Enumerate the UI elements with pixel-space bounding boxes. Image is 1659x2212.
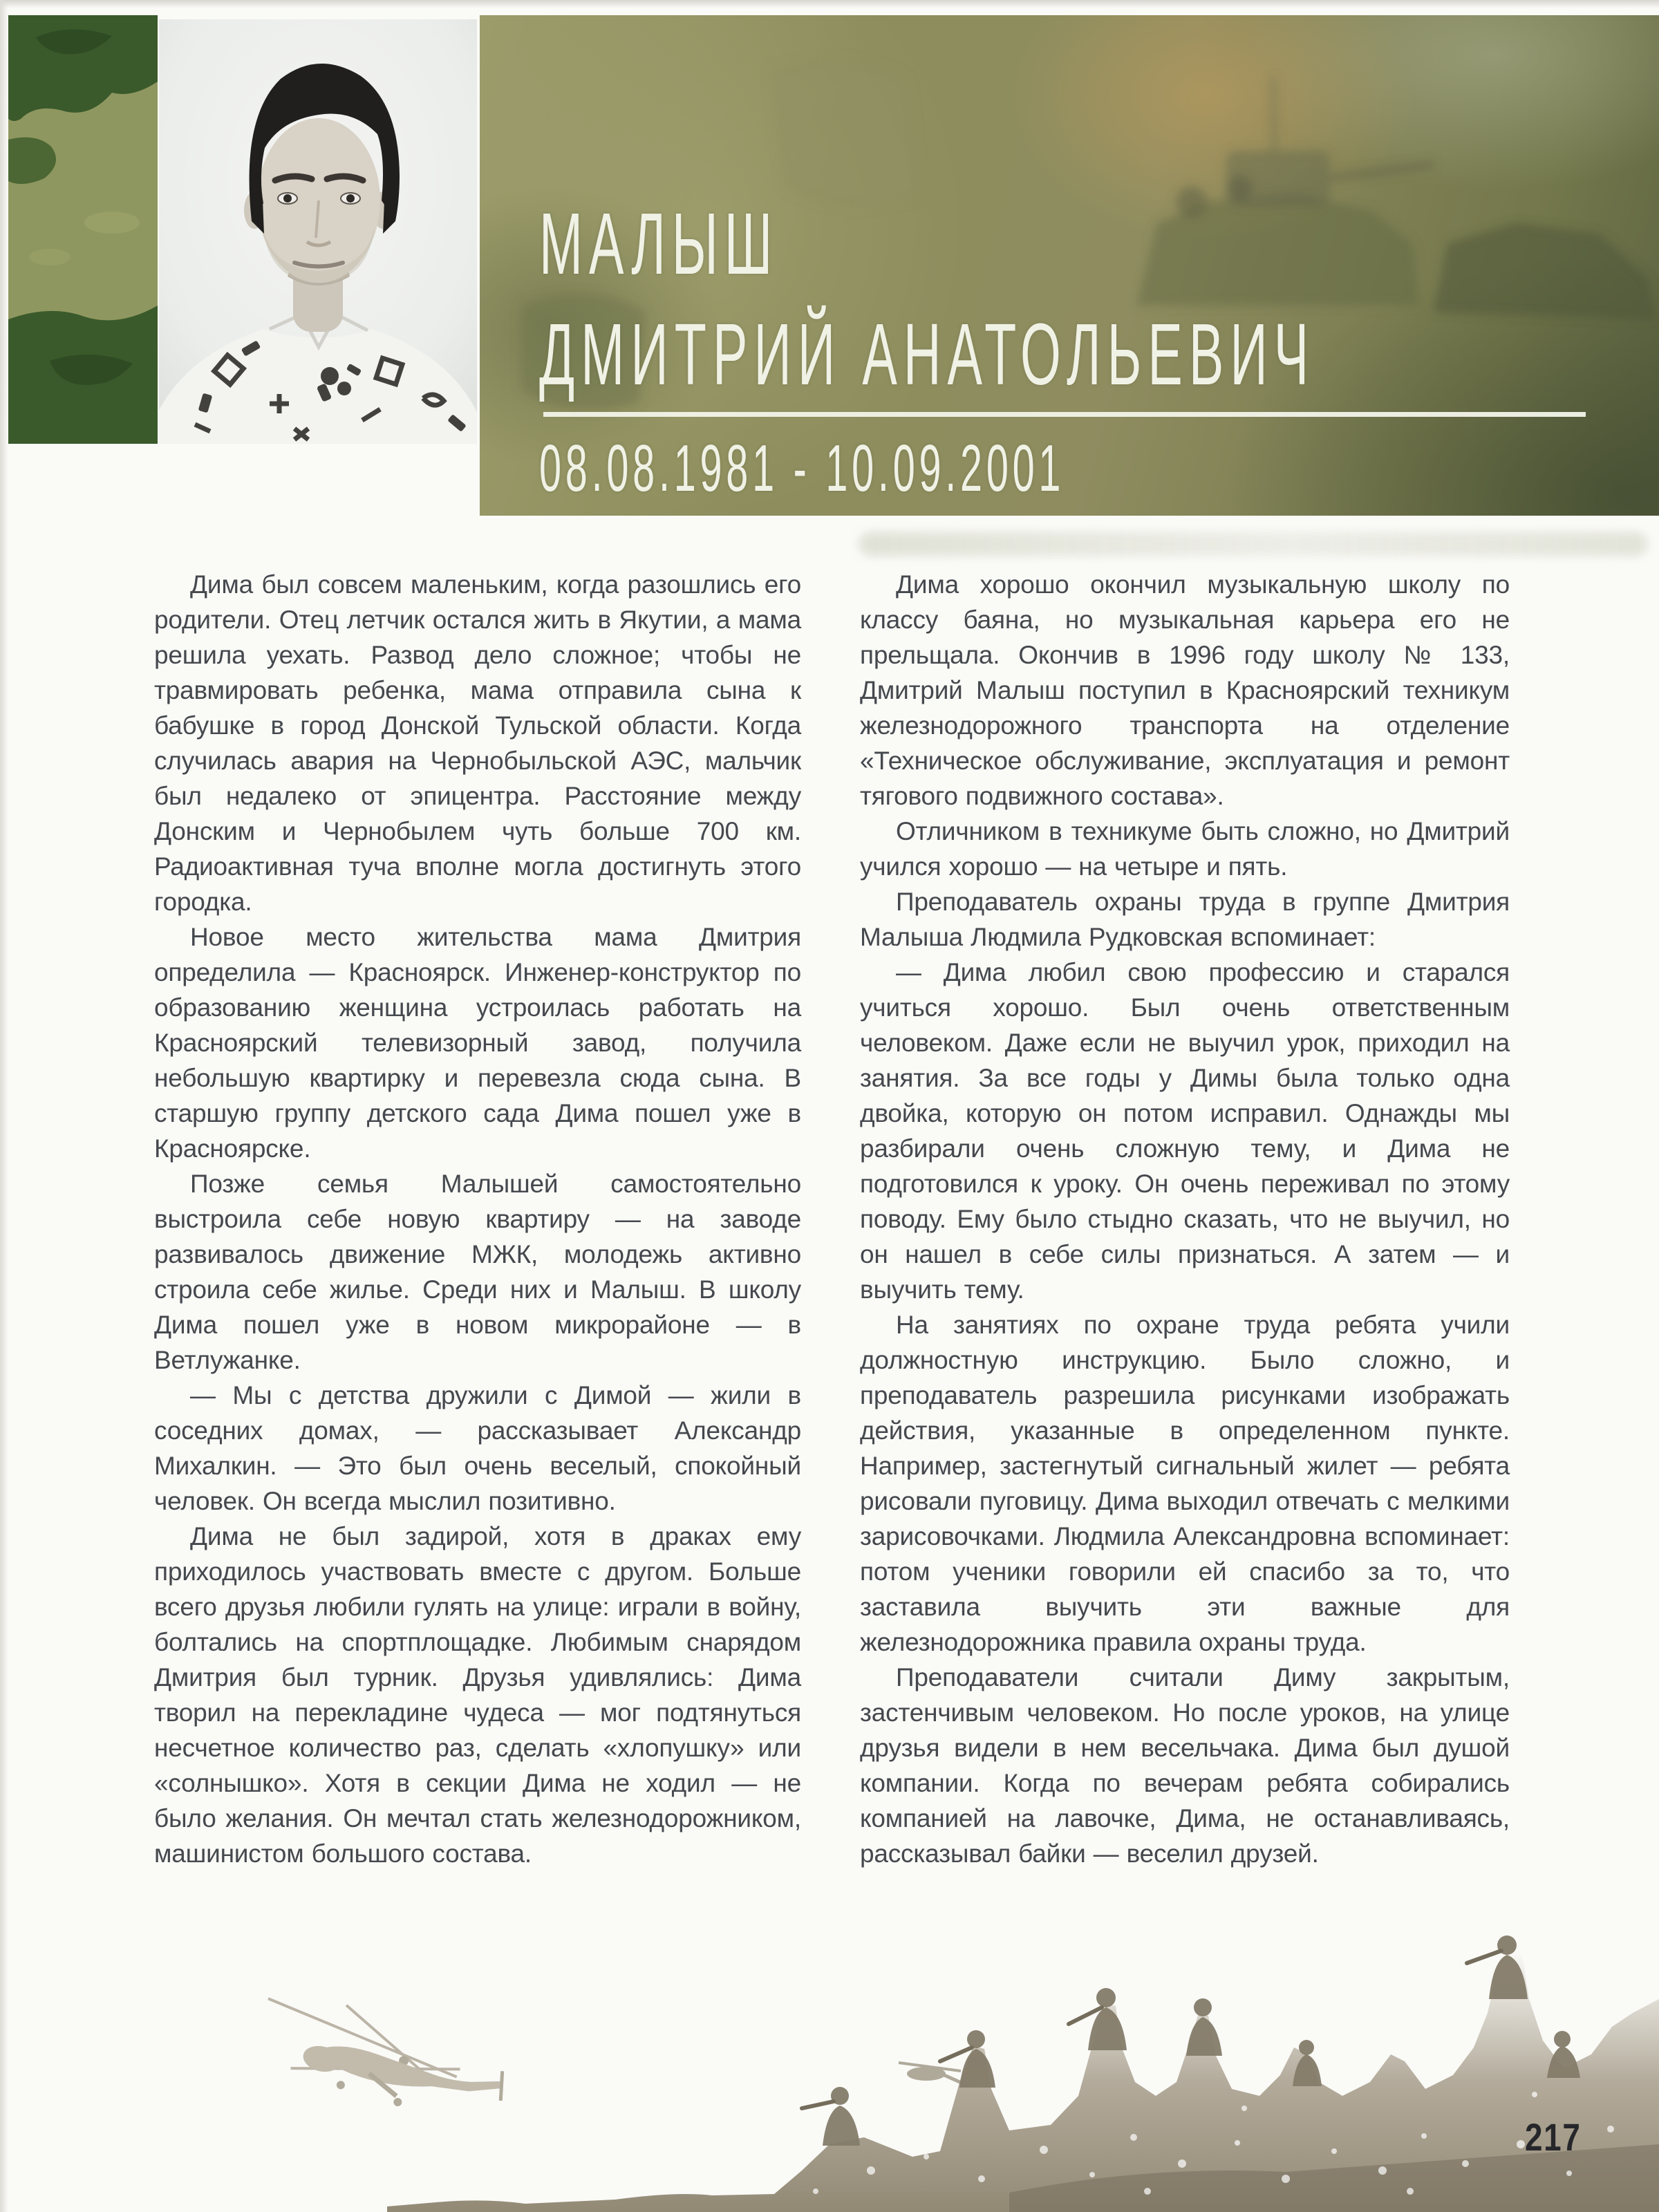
paragraph: Преподаватели считали Диму закрытым, застенчивым человеком. Но после уроков, на улице друзья видели в нем весельчака. Дима был душой компании. Когда по вечерам ребята собирались компанией на лавочке, Дима, не останавливаясь, рассказывал байки — веселил друзей. xyxy=(860,1663,1510,1868)
header-name-text: ДМИТРИЙ АНАТОЛЬЕВИЧ xyxy=(539,306,1315,403)
article-right-column xyxy=(860,567,1510,1871)
soldiers-image xyxy=(387,1866,1659,2212)
scan-edge-left xyxy=(0,0,8,2212)
header-divider-rule xyxy=(543,412,1586,417)
header-name-patronymic xyxy=(539,306,1659,403)
scan-edge-top xyxy=(0,0,1659,8)
paragraph: Преподаватель охраны труда в группе Дмитрия Малыша Людмила Рудковская вспоминает: xyxy=(860,888,1510,951)
paragraph: Позже семья Малышей самостоятельно выстроила себе новую квартиру — на заводе развивалось движение МЖК, молодежь активно строила себе жилье. Среди них и Малыш. В школу Дима пошел уже в новом микрорайоне — в Ветлужанке. xyxy=(154,1170,801,1374)
paragraph: — Дима любил свою профессию и старался учиться хорошо. Был очень ответственным человеком. Даже если не выучил урок, приходил на занятия. За все годы у Димы была только одна двойка, которую он потом исправил. Однажды мы разбирали очень сложную тему, и Дима не подготовился к уроку. Он очень переживал по этому поводу. Ему было стыдно сказать, что не выучил, но он нашел в себе силы признаться. А затем — и выучить тему. xyxy=(860,958,1510,1304)
header-dates-text: 08.08.1981 - 10.09.2001 xyxy=(539,431,1065,505)
paragraph: Дима не был задирой, хотя в драках ему приходилось участвовать вместе с другом. Больше всего друзья любили гулять на улице: играли в войну, болтались на спортплощадке. Любимым снарядом Дмитрия был турник. Друзья удивлялись: Дима творил на перекладине чудеса — мог подтянуться несчетное количество раз, сделать «хлопушку» или «солнышко». Хотя в секции Дима не ходил — не было желания. Он мечтал стать железнодорожником, машинистом большого состава. xyxy=(154,1522,801,1868)
header-surname xyxy=(539,195,938,292)
page-number-text: 217 xyxy=(1525,2115,1582,2159)
soldiers-art xyxy=(387,1866,1659,2212)
page-number xyxy=(1525,2115,1593,2159)
portrait-photo xyxy=(159,19,477,444)
paragraph: Новое место жительства мама Дмитрия определила — Красноярск. Инженер-конструктор по образованию женщина устроилась работать на Красноярский телевизорный завод, получила небольшую квартирку и перевезла сюда сына. В старшую группу детского сада Дима пошел уже в Красноярске. xyxy=(154,923,801,1163)
article-left-column xyxy=(154,567,801,1871)
camouflage-strip-art xyxy=(8,15,158,444)
paragraph: Дима был совсем маленьким, когда разошлись его родители. Отец летчик остался жить в Якутии, а мама решила уехать. Развод дело сложное; чтобы не травмировать ребенка, мама отправила сына к бабушке в город Донской Тульской области. Когда случилась авария на Чернобыльской АЭС, мальчик был недалеко от эпицентра. Расстояние между Донским и Чернобылем чуть больше 700 км. Радиоактивная туча вполне могла достигнуть этого городка. xyxy=(154,570,801,916)
paragraph: — Мы с детства дружили с Димой — жили в соседних домах, — рассказывает Александр Михалкин. — Это был очень веселый, спокойный человек. Он всегда мыслил позитивно. xyxy=(154,1381,801,1515)
paragraph: Дима хорошо окончил музыкальную школу по классу баяна, но музыкальная карьера его не прельщала. Окончив в 1996 году школу № 133, Дмитрий Малыш поступил в Красноярский техникум железнодорожного транспорта на отделение «Техническое обслуживание, эксплуатация и ремонт тягового подвижного состава». xyxy=(860,570,1510,810)
header-banner xyxy=(480,15,1659,516)
camouflage-strip xyxy=(8,15,158,444)
paragraph: На занятиях по охране труда ребята учили должностную инструкцию. Было сложно, и преподаватель разрешила рисунками изображать действия, указанные в определенном пункте. Например, застегнутый сигнальный жилет — ребята рисовали пуговицу. Дима выходил отвечать с мелкими зарисовочками. Людмила Александровна вспоминает: потом ученики говорили ей спасибо за то, что заставила выучить эти важные для железнодорожника правила охраны труда. xyxy=(860,1311,1510,1656)
paragraph: Отличником в техникуме быть сложно, но Дмитрий учился хорошо — на четыре и пять. xyxy=(860,817,1510,881)
portrait-art xyxy=(159,19,477,444)
header-dates xyxy=(539,431,1415,505)
header-surname-text: МАЛЫШ xyxy=(539,195,779,292)
ink-bleed-artifact xyxy=(859,532,1647,556)
